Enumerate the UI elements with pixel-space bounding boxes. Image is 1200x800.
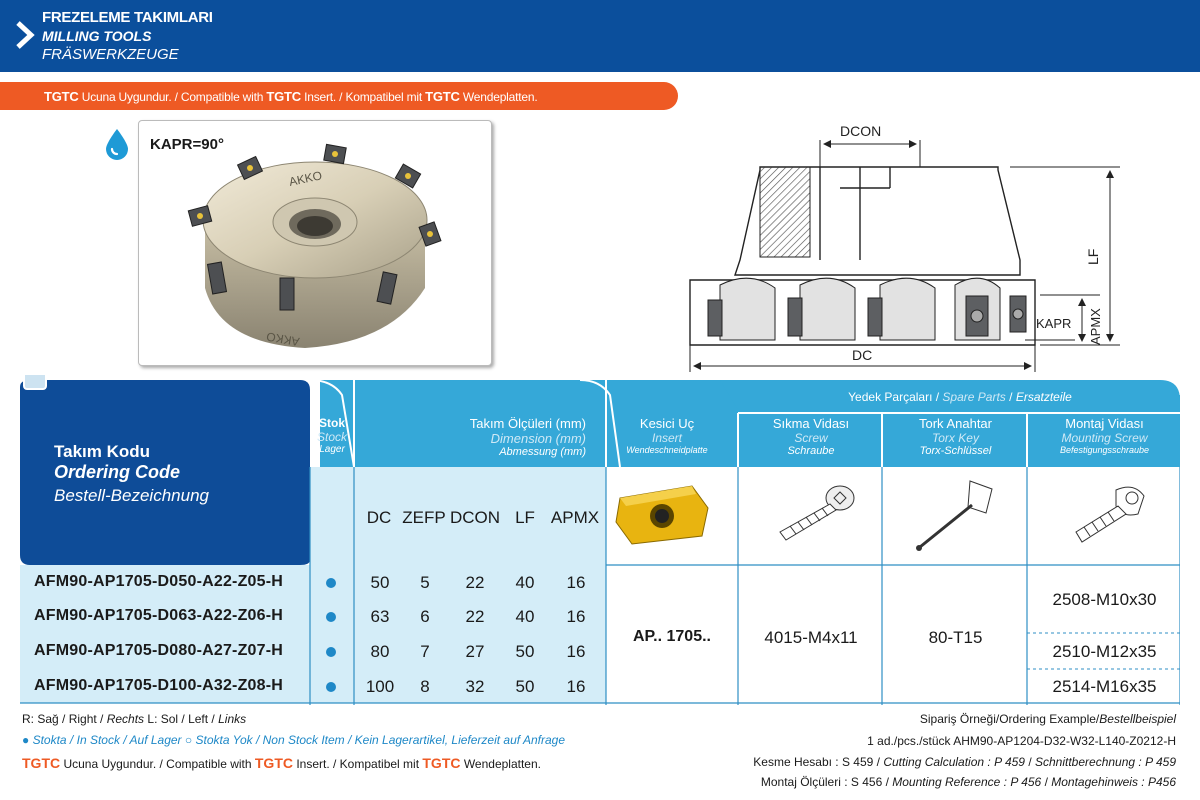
zefp-value: 5 — [420, 573, 430, 592]
mounting-screw-icon — [1064, 480, 1154, 550]
lf-value: 50 — [515, 677, 535, 696]
torx-key-icon — [910, 475, 1000, 555]
dcon-value: 22 — [465, 573, 485, 592]
kapr-dim-label: KAPR — [1036, 316, 1072, 331]
dc-value: 63 — [370, 607, 390, 626]
hand-legend: R: Sağ / Right / Rechts L: Sol / Left / Links — [22, 712, 247, 726]
apmx-dim-label: APMX — [1088, 308, 1103, 345]
col-zefp: ZEFP — [402, 508, 446, 527]
col-dc: DC — [366, 508, 392, 527]
screw-header: Sıkma Vidası Screw Schraube — [772, 416, 850, 457]
ordering-example-title: Sipariş Örneği/Ordering Example/Bestellbeispiel — [919, 712, 1176, 726]
insert-image — [612, 478, 712, 548]
lf-dim-label: LF — [1085, 248, 1101, 265]
mounting-header: Montaj Vidası Mounting Screw Befestigungsschraube — [1059, 416, 1150, 455]
ordering-example-line: 1 ad./pcs./stück AHM90-AP1204-D32-W32-L140-Z0212-H — [867, 734, 1176, 748]
stock-dot — [326, 612, 336, 622]
dimension-header: Takım Ölçüleri (mm) Dimension (mm) Abmessung (mm) — [469, 416, 586, 458]
title-de: FRÄSWERKZEUGE — [42, 46, 179, 63]
screw-icon — [770, 480, 860, 545]
mounting-value: 2514-M16x35 — [1052, 677, 1157, 696]
stock-header: Stok Stock Lager — [316, 416, 347, 455]
chevron-right-icon — [14, 20, 36, 50]
stock-dot — [326, 682, 336, 692]
apmx-value: 16 — [566, 607, 586, 626]
apmx-value: 16 — [566, 573, 586, 592]
dc-value: 50 — [370, 573, 390, 592]
dc-value: 100 — [365, 677, 395, 696]
dcon-dim-label: DCON — [840, 123, 882, 139]
table-row-code: AFM90-AP1705-D080-A27-Z07-H — [34, 642, 284, 659]
engraving-bottom: AKKO — [265, 329, 301, 349]
table-row-code: AFM90-AP1705-D050-A22-Z05-H — [34, 573, 284, 590]
compatibility-text: TGTC Ucuna Uygundur. / Compatible with TGTC Insert. / Kompatibel mit TGTC Wendeplatten. — [44, 89, 538, 104]
mounting-value: 2508-M10x30 — [1052, 590, 1157, 609]
col-lf: LF — [515, 508, 535, 527]
stock-dot — [326, 578, 336, 588]
title-tr: FREZELEME TAKIMLARI — [42, 9, 213, 26]
dc-dim-label: DC — [852, 347, 873, 363]
zefp-value: 8 — [420, 677, 430, 696]
table-row-code: AFM90-AP1705-D063-A22-Z06-H — [34, 607, 284, 624]
coolant-drop-icon — [104, 128, 130, 160]
kapr-label: KAPR=90° — [150, 136, 224, 153]
lf-value: 40 — [515, 607, 535, 626]
dc-value: 80 — [370, 642, 390, 661]
technical-drawing — [680, 110, 1200, 380]
title-en: MILLING TOOLS — [42, 28, 152, 44]
key-header: Tork Anahtar Torx Key Torx-Schlüssel — [919, 416, 992, 457]
screw-value: 4015-M4x11 — [764, 628, 858, 647]
table-row-code: AFM90-AP1705-D100-A32-Z08-H — [34, 677, 284, 694]
ordering-code-de: Bestell-Bezeichnung — [54, 486, 209, 505]
compatibility-footer: TGTC Ucuna Uygundur. / Compatible with TGTC Insert. / Kompatibel mit TGTC Wendeplatten. — [22, 755, 541, 771]
apmx-value: 16 — [566, 677, 586, 696]
milling-cutter-photo — [150, 138, 480, 363]
dcon-value: 27 — [465, 642, 485, 661]
col-dcon: DCON — [450, 508, 501, 527]
lf-value: 50 — [515, 642, 535, 661]
cutting-calculation-ref: Kesme Hesabı : S 459 / Cutting Calculation : P 459 / Schnittberechnung : P 459 — [753, 755, 1176, 769]
key-value: 80-T15 — [928, 628, 983, 647]
lf-value: 40 — [515, 573, 535, 592]
col-apmx: APMX — [550, 508, 600, 527]
ordering-code-tr: Takım Kodu — [54, 442, 151, 461]
engraving-top: AKKO — [287, 168, 324, 189]
insert-header: Kesici Uç Insert Wendeschneidplatte — [626, 416, 708, 455]
dcon-value: 32 — [465, 677, 485, 696]
insert-value: AP.. 1705.. — [633, 628, 711, 645]
stock-legend: ● Stokta / In Stock / Auf Lager ○ Stokta Yok / Non Stock Item / Kein Lagerartikel, Lieferzeit auf Anfrage — [22, 733, 566, 747]
zefp-value: 6 — [420, 607, 430, 626]
dcon-value: 22 — [465, 607, 485, 626]
stock-dot — [326, 647, 336, 657]
mounting-value: 2510-M12x35 — [1052, 642, 1157, 661]
zefp-value: 7 — [420, 642, 430, 661]
ordering-code-en: Ordering Code — [54, 462, 181, 482]
apmx-value: 16 — [566, 642, 586, 661]
spare-parts-header: Yedek Parçaları / Spare Parts / Ersatzteile — [848, 390, 1072, 404]
mounting-reference: Montaj Ölçüleri : S 456 / Mounting Reference : P 456 / Montagehinweis : P456 — [760, 775, 1176, 789]
